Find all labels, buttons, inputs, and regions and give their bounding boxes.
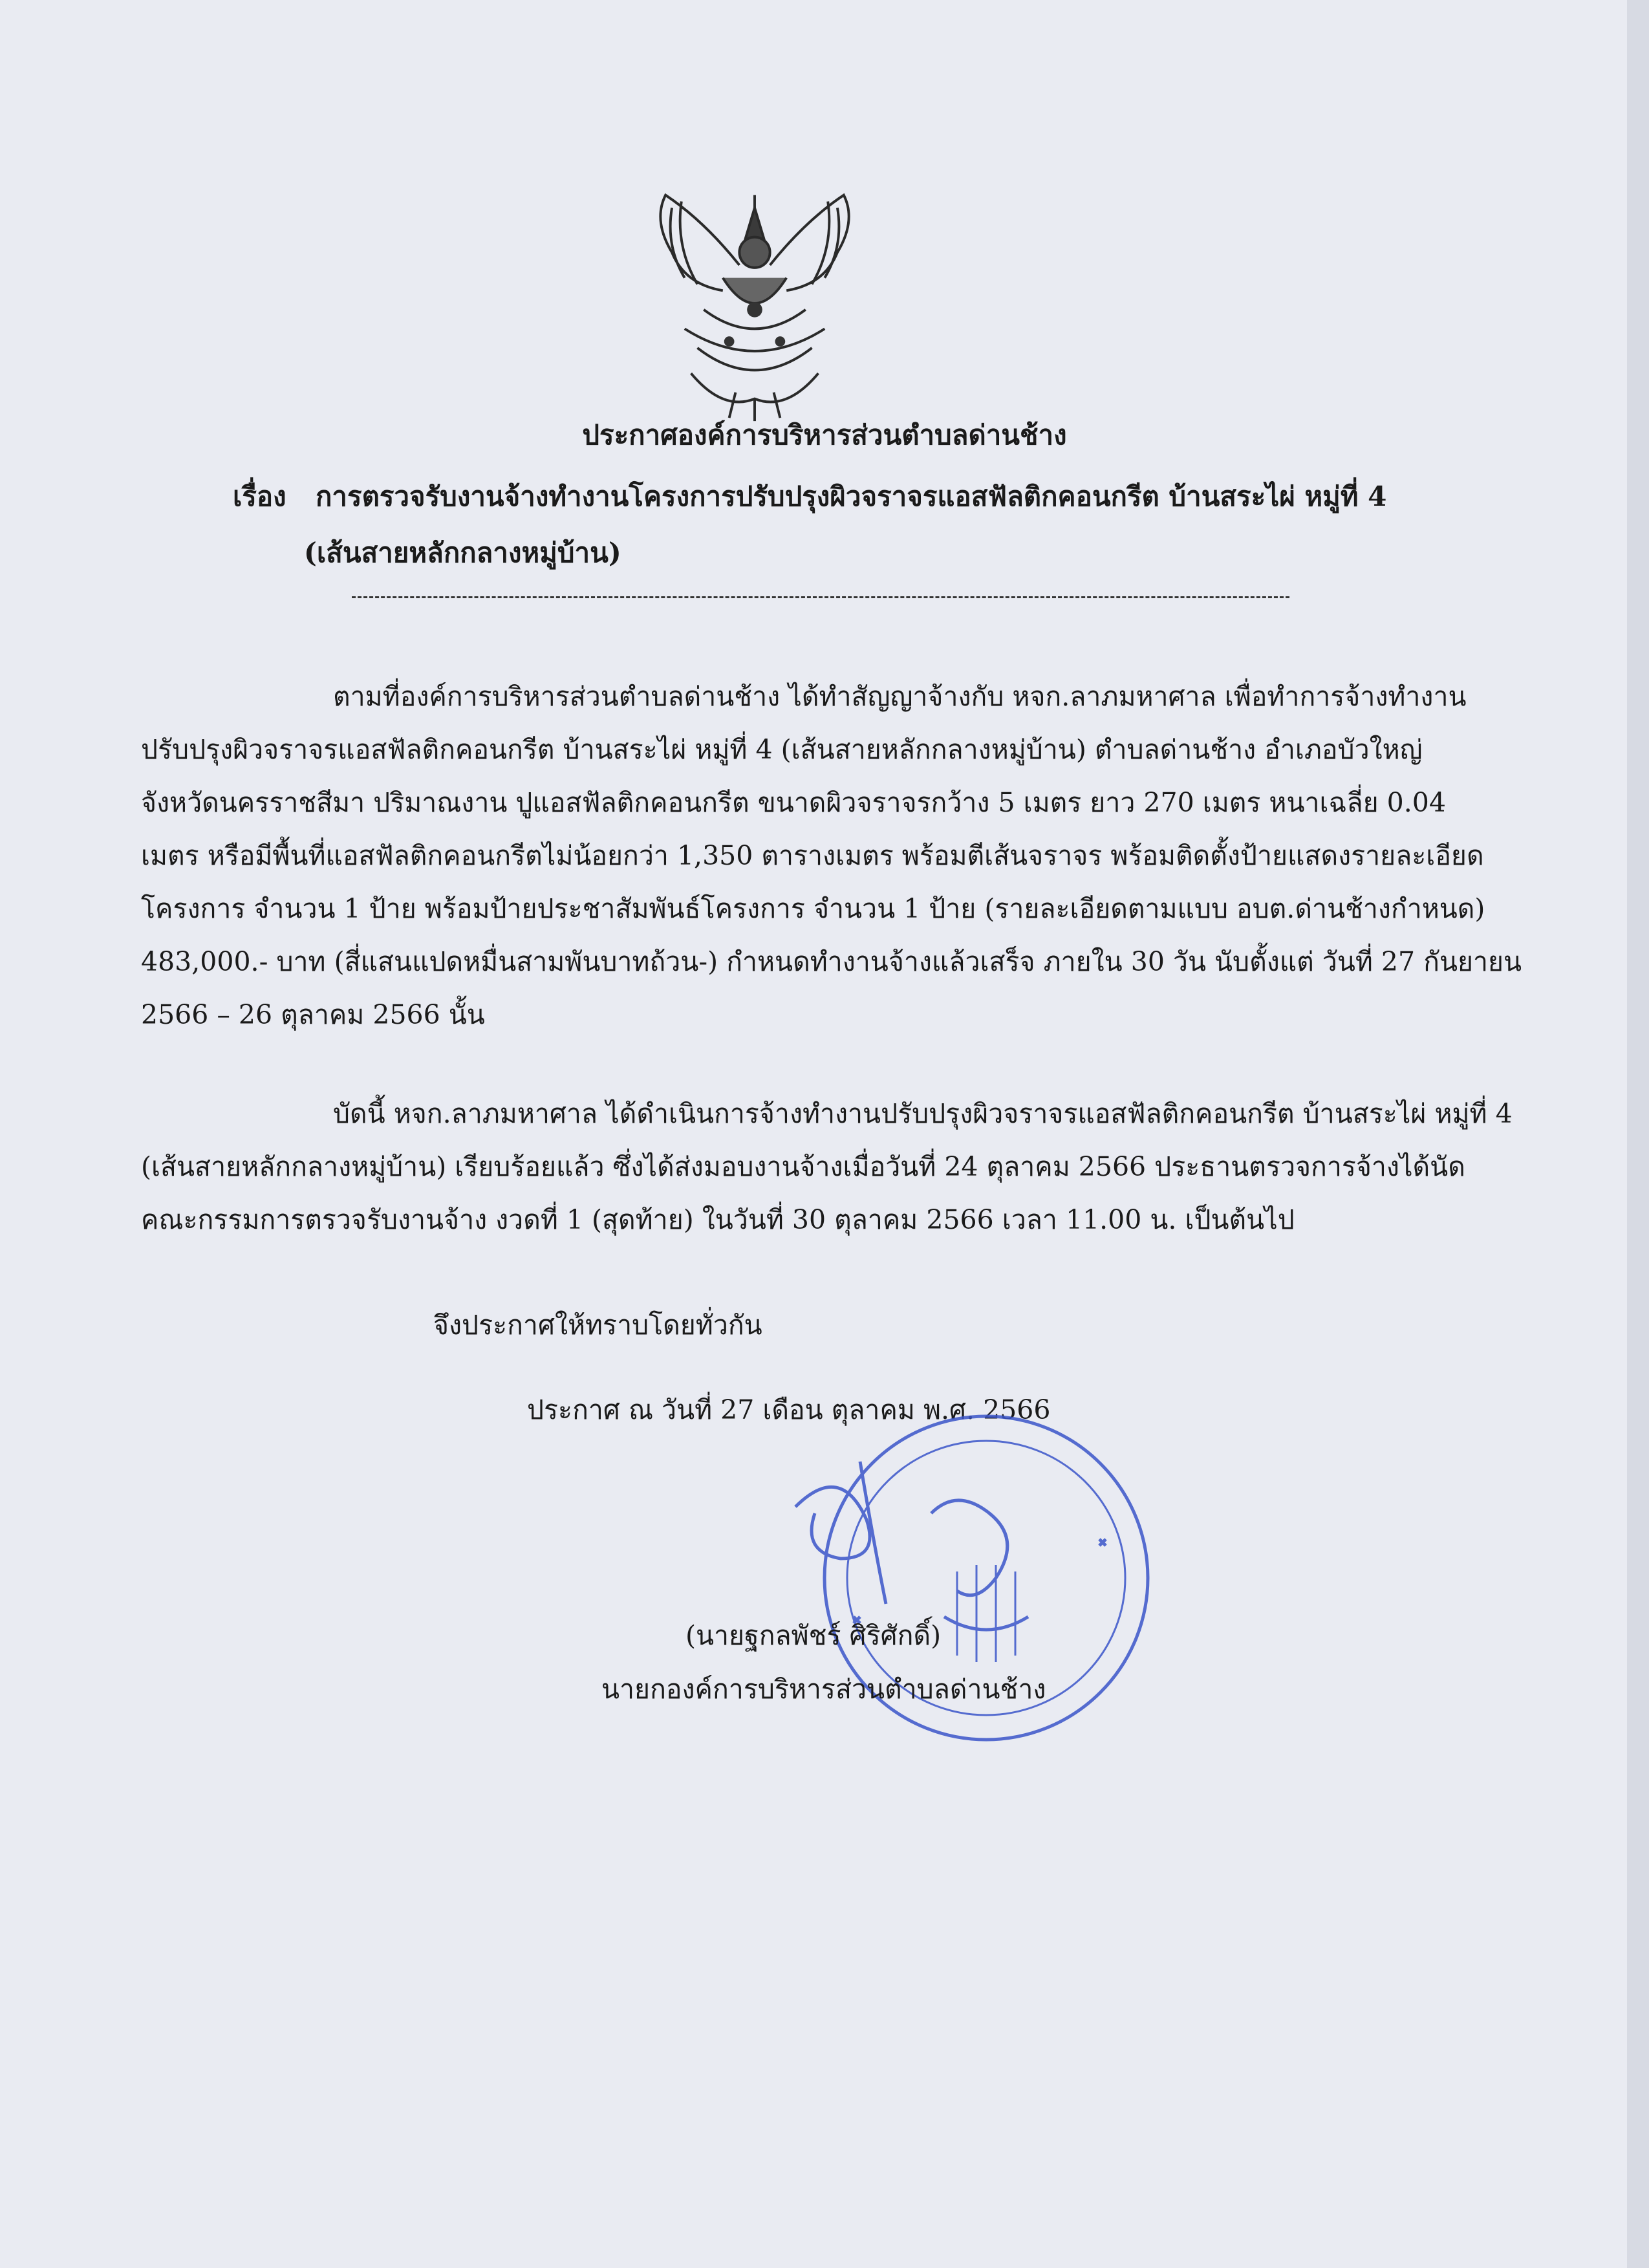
paragraph1-line: โครงการ จำนวน 1 ป้าย พร้อมป้ายประชาสัมพันธ์โครงการ จำนวน 1 ป้าย (รายละเอียดตามแบบ อบต.ด่านช้างกำหนด) — [141, 893, 1485, 924]
subject-text-line1: การตรวจรับงานจ้างทำงานโครงการปรับปรุงผิวจราจรแอสฟัลติกคอนกรีต บ้านสระไผ่ หมู่ที่ 4 — [316, 481, 1387, 512]
paragraph2-line: (เส้นสายหลักกลางหมู่บ้าน) เรียบร้อยแล้ว ซึ่งได้ส่งมอบงานจ้างเมื่อวันที่ 24 ตุลาคม 2566 ประธานตรวจการจ้างได้นัด — [141, 1151, 1465, 1182]
garuda-emblem-icon — [626, 182, 883, 424]
paragraph2-line: คณะกรรมการตรวจรับงานจ้าง งวดที่ 1 (สุดท้าย) ในวันที่ 30 ตุลาคม 2566 เวลา 11.00 น. เป็นต้นไป — [141, 1204, 1295, 1235]
paragraph1-line: จังหวัดนครราชสีมา ปริมาณงาน ปูแอสฟัลติกคอนกรีต ขนาดผิวจราจรกว้าง 5 เมตร ยาว 270 เมตร หนาเฉลี่ย 0.04 — [141, 787, 1446, 818]
closing-statement: จึงประกาศให้ทราบโดยทั่วกัน — [433, 1310, 762, 1341]
signatory-name: (นายฐกลพัชร์ ศิริศักดิ์) — [685, 1620, 942, 1651]
page-edge — [1627, 0, 1649, 2268]
paragraph1-line: เมตร หรือมีพื้นที่แอสฟัลติกคอนกรีตไม่น้อยกว่า 1,350 ตารางเมตร พร้อมตีเส้นจราจร พร้อมติดตั้งป้ายแสดงรายละเอียด — [141, 840, 1484, 871]
subject-label: เรื่อง — [233, 481, 286, 512]
subject-text-line2: (เส้นสายหลักกลางหมู่บ้าน) — [304, 537, 621, 568]
document-title: ประกาศองค์การบริหารส่วนตำบลด่านช้าง — [582, 419, 1067, 451]
paragraph1-line: ปรับปรุงผิวจราจรแอสฟัลติกคอนกรีต บ้านสระไผ่ หมู่ที่ 4 (เส้นสายหลักกลางหมู่บ้าน) ตำบลด่านช้าง อำเภอบัวใหญ่ — [141, 734, 1423, 765]
paragraph1-line: 2566 – 26 ตุลาคม 2566 นั้น — [141, 999, 485, 1030]
paragraph2-line: บัดนี้ หจก.ลาภมหาศาล ได้ดำเนินการจ้างทำงานปรับปรุงผิวจราจรแอสฟัลติกคอนกรีต บ้านสระไผ่ หมู่ที่ 4 — [333, 1098, 1513, 1129]
announcement-date: ประกาศ ณ วันที่ 27 เดือน ตุลาคม พ.ศ. 2566 — [527, 1394, 1051, 1425]
subject-line — [233, 475, 1386, 518]
dashed-divider — [352, 596, 1289, 598]
paragraph1-line: 483,000.- บาท (สี่แสนแปดหมื่นสามพันบาทถ้วน-) กำหนดทำงานจ้างแล้วเสร็จ ภายใน 30 วัน นับตั้งแต่ วันที่ 27 กันยายน — [141, 946, 1522, 977]
paragraph1-line: ตามที่องค์การบริหารส่วนตำบลด่านช้าง ได้ทำสัญญาจ้างกับ หจก.ลาภมหาศาล เพื่อทำการจ้างทำงาน — [333, 681, 1467, 712]
signatory-position: นายกองค์การบริหารส่วนตำบลด่านช้าง — [601, 1674, 1046, 1705]
